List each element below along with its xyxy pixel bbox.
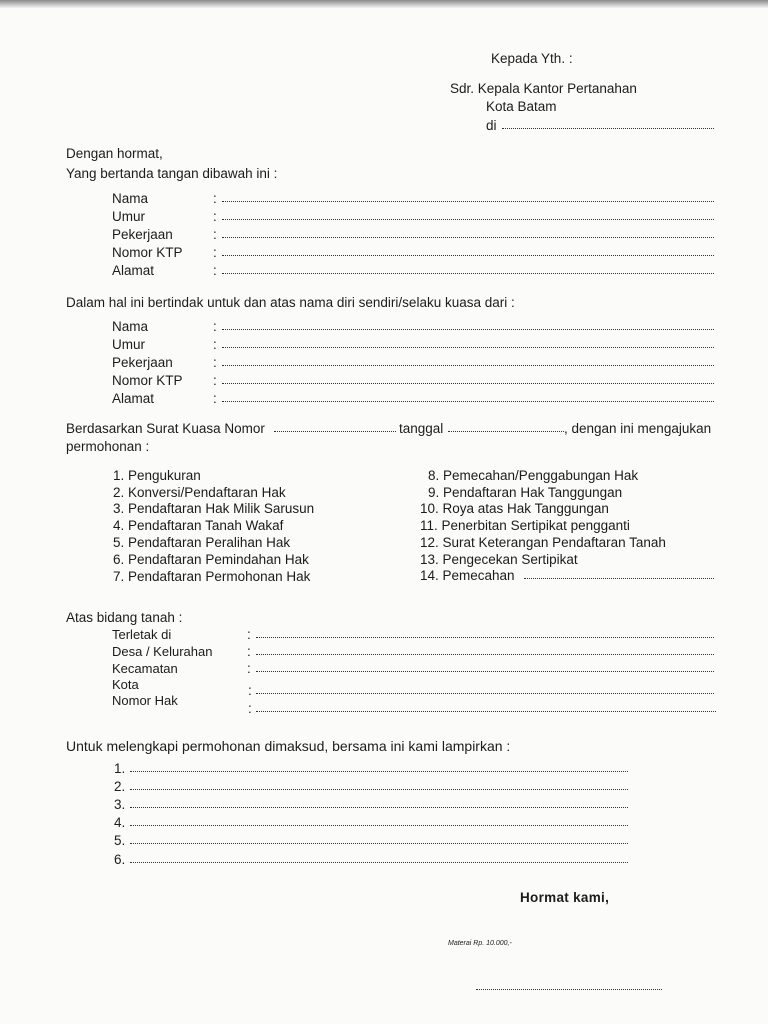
poa-part2: tanggal — [399, 421, 444, 436]
signature-line — [476, 989, 662, 990]
attachment-row — [114, 796, 628, 814]
colon: : — [247, 644, 251, 659]
application-item: 7. Pendaftaran Permohonan Hak — [113, 569, 311, 584]
colon: : — [213, 391, 217, 406]
land-label: Nomor Hak — [112, 693, 178, 708]
colon: : — [247, 661, 251, 676]
field-label-pekerjaan: Pekerjaan — [112, 355, 173, 370]
fill-line — [222, 237, 714, 238]
colon: : — [248, 701, 252, 716]
fill-line — [130, 771, 628, 772]
land-fill-row — [248, 700, 716, 718]
recipient-greeting: Kepada Yth. : — [491, 51, 573, 66]
fill-line — [222, 273, 714, 274]
field-label-alamat: Alamat — [112, 263, 155, 278]
scan-edge — [0, 0, 768, 8]
field-label-alamat: Alamat — [112, 391, 155, 406]
colon: : — [248, 683, 252, 698]
fill-line — [256, 711, 716, 712]
field-label-nomor-ktp: Nomor KTP — [112, 373, 183, 388]
field-row-nomor-ktp — [112, 372, 714, 390]
recipient-line3-prefix: di — [486, 118, 497, 133]
field-row-nama — [112, 318, 714, 336]
attachment-number: 4. — [114, 815, 126, 830]
application-item-with-line — [420, 567, 714, 585]
application-item: 2. Konversi/Pendaftaran Hak — [113, 485, 286, 500]
recipient-line2: Kota Batam — [486, 99, 557, 114]
closing: Hormat kami, — [520, 890, 610, 905]
application-item: 10. Roya atas Hak Tanggungan — [420, 501, 609, 516]
colon: : — [213, 355, 217, 370]
field-label-umur: Umur — [112, 209, 145, 224]
attachment-number: 3. — [114, 797, 126, 812]
field-label-nama: Nama — [112, 191, 149, 206]
fill-line — [222, 347, 714, 348]
attachment-row — [114, 814, 628, 832]
fill-line — [448, 431, 564, 432]
field-row-alamat — [112, 390, 714, 408]
poa-part1: Berdasarkan Surat Kuasa Nomor — [66, 421, 265, 436]
application-item: 4. Pendaftaran Tanah Wakaf — [113, 518, 284, 533]
field-row-pekerjaan — [112, 354, 714, 372]
field-label-umur: Umur — [112, 337, 145, 352]
application-item: 8. Pemecahan/Penggabungan Hak — [428, 468, 639, 483]
attachment-row — [114, 760, 628, 778]
colon: : — [213, 263, 217, 278]
colon: : — [213, 373, 217, 388]
fill-line — [222, 255, 714, 256]
fill-line — [256, 671, 714, 672]
poa-part4: permohonan : — [66, 439, 150, 454]
undersigned-intro: Yang bertanda tangan dibawah ini : — [66, 166, 278, 181]
fill-line — [502, 128, 714, 129]
land-heading: Atas bidang tanah : — [66, 610, 183, 625]
field-row-nomor-ktp — [112, 244, 714, 262]
fill-line — [130, 825, 628, 826]
power-of-attorney-row — [66, 420, 716, 438]
fill-line — [222, 401, 714, 402]
field-row-alamat — [112, 262, 714, 280]
application-item: 5. Pendaftaran Peralihan Hak — [113, 535, 291, 550]
fill-line — [130, 807, 628, 808]
colon: : — [213, 191, 217, 206]
colon: : — [213, 209, 217, 224]
attachment-number: 5. — [114, 833, 126, 848]
land-row — [112, 626, 714, 644]
land-label: Desa / Kelurahan — [112, 644, 213, 659]
field-label-nama: Nama — [112, 319, 149, 334]
fill-line — [222, 219, 714, 220]
recipient-line1: Sdr. Kepala Kantor Pertanahan — [450, 81, 637, 96]
fill-line — [222, 365, 714, 366]
land-label: Kota — [112, 677, 139, 692]
colon: : — [213, 245, 217, 260]
colon: : — [213, 337, 217, 352]
field-row-nama — [112, 190, 714, 208]
land-row — [112, 643, 714, 661]
fill-line — [274, 431, 396, 432]
field-label-nomor-ktp: Nomor KTP — [112, 245, 183, 260]
attachment-row — [114, 778, 628, 796]
field-row-pekerjaan — [112, 226, 714, 244]
field-label-pekerjaan: Pekerjaan — [112, 227, 173, 242]
fill-line — [256, 637, 714, 638]
land-label: Terletak di — [112, 627, 172, 642]
fill-line — [222, 329, 714, 330]
land-label: Kecamatan — [112, 661, 178, 676]
attachment-row — [114, 832, 628, 850]
colon: : — [213, 319, 217, 334]
salutation: Dengan hormat, — [66, 146, 163, 161]
fill-line — [222, 201, 714, 202]
field-row-umur — [112, 336, 714, 354]
attachment-number: 2. — [114, 779, 126, 794]
application-item: 13. Pengecekan Sertipikat — [420, 552, 578, 567]
poa-part3: , dengan ini mengajukan — [564, 421, 712, 436]
attachment-row — [114, 851, 628, 869]
attachment-number: 6. — [114, 852, 126, 867]
field-row-umur — [112, 208, 714, 226]
application-item: 12. Surat Keterangan Pendaftaran Tanah — [420, 535, 666, 550]
fill-line — [222, 383, 714, 384]
application-item: 11. Penerbitan Sertipikat pengganti — [420, 518, 630, 533]
stamp-note: Materai Rp. 10.000,- — [448, 940, 512, 947]
recipient-location-row — [486, 117, 714, 135]
application-item: 6. Pendaftaran Pemindahan Hak — [113, 552, 309, 567]
application-item: 1. Pengukuran — [113, 468, 201, 483]
attachment-number: 1. — [114, 761, 126, 776]
application-item: 14. Pemecahan — [420, 568, 515, 583]
application-item: 3. Pendaftaran Hak Milik Sarusun — [113, 501, 315, 516]
fill-line — [130, 843, 628, 844]
colon: : — [247, 627, 251, 642]
fill-line — [130, 789, 628, 790]
colon: : — [213, 227, 217, 242]
fill-line — [130, 862, 628, 863]
fill-line — [524, 578, 714, 579]
acting-on-behalf: Dalam hal ini bertindak untuk dan atas nama diri sendiri/selaku kuasa dari : — [66, 295, 515, 310]
application-item: 9. Pendaftaran Hak Tanggungan — [428, 485, 623, 500]
fill-line — [256, 654, 714, 655]
attachments-heading: Untuk melengkapi permohonan dimaksud, bersama ini kami lampirkan : — [66, 738, 511, 754]
